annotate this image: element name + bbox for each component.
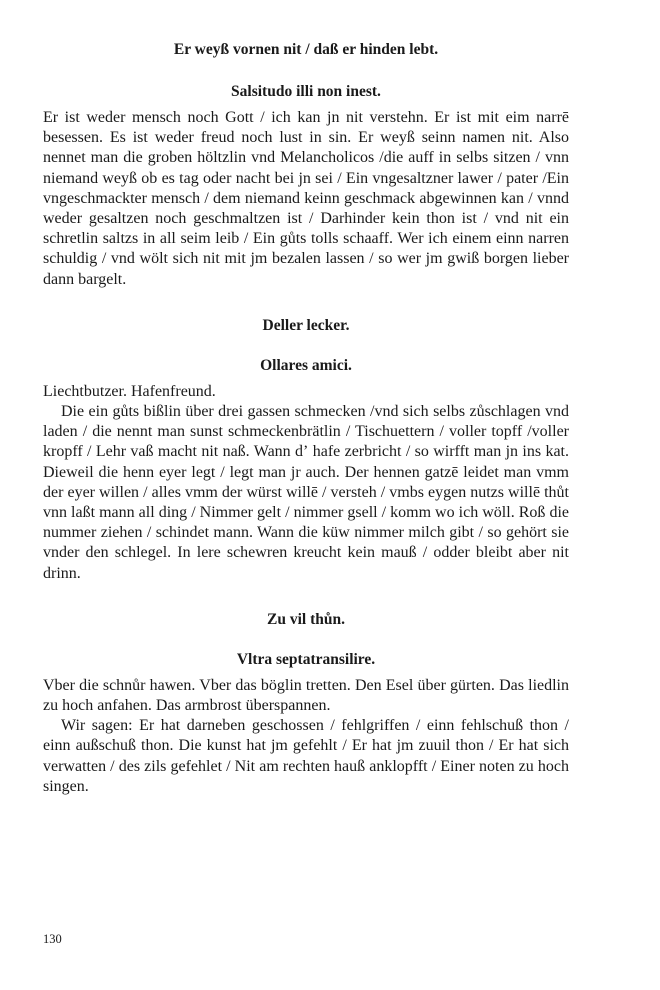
section-2-heading: Deller lecker. bbox=[262, 316, 350, 334]
section-2-subheading: Ollares amici. bbox=[260, 356, 352, 374]
section-1-paragraph-1: Er ist weder mensch noch Gott / ich kan jn nit verstehn. Er ist mit eim narrē besessen. Es ist weder freud noch lust in sin. Er weyß seinn namen nit. Also nennet man die groben höltzlin vnd Melancholicos /die auff in selbs sitzen / vnn niemand weyß ob es tag oder nacht bei jn sei / Ein vngesaltzner lawer / pater /Ein vngeschmackter mensch / dem niemand keinn geschmack abgewinnen kan / vnnd weder gesaltzen noch geschmaltzen ist / Darhinder kein thon ist / vnd nit ein schretlin saltzs in all seim leib / Ein gůts tolls schaaff. Wer ich einem einn narren schuldig / vnd wölt sich nit mit jm bezalen lassen / so wer jm gwiß borgen lieber dann bargelt. bbox=[43, 109, 569, 288]
page-number: 130 bbox=[43, 932, 62, 946]
section-3-subheading: Vltra septatransilire. bbox=[236, 650, 376, 668]
section-1-subheading: Salsitudo illi non inest. bbox=[231, 83, 381, 100]
section-3-paragraph-2: Wir sagen: Er hat darneben geschossen / fehlgriffen / einn fehlschuß thon / einn außschuß thon. Die kunst hat jm gefehlt / Er hat jm zuuil thon / Er hat sich verwatten / des zils gefehlet / Nit am rechten hauß anklopfft / Einer noten zu hoch singen. bbox=[43, 717, 569, 795]
page-body bbox=[43, 36, 569, 797]
section-1-heading: Er weyß vornen nit / daß er hinden lebt. bbox=[173, 41, 439, 58]
section-3-heading: Zu vil thůn. bbox=[267, 610, 345, 628]
section-2-paragraph-2: Die ein gůts bißlin über drei gassen schmecken /vnd sich selbs zůschlagen vnd laden / die nennt man sunst schmeckenbrätlin / Tischuettern / voller topff /voller kropff / Lehr vaß macht nit naß. Wann dʼ hafe zerbricht / so wirfft man jn ins kat. Dieweil die henn eyer legt / legt man jr auch. Der hennen gatzē leidet man vmm der eyer willen / alles vmm der würst willē / versteh / vmbs eygen nutzs willē thůt vnn laßt mann all ding / Nimmer gelt / nimmer gsell / komm wo ich wöll. Roß die nummer ziehen / schindet mann. Wann die küw nimmer milch gibt / so gehört sie vnder den schlegel. In lere schewren kreucht kein mauß / odder bleibt aber nit drinn. bbox=[43, 403, 569, 582]
section-2-paragraph-1: Liechtbutzer. Hafenfreund. bbox=[43, 382, 216, 400]
section-3-paragraph-1: Vber die schnůr hawen. Vber das böglin tretten. Den Esel über gürten. Das liedlin zu hoch anfahen. Das armbrost überspannen. bbox=[43, 676, 569, 715]
